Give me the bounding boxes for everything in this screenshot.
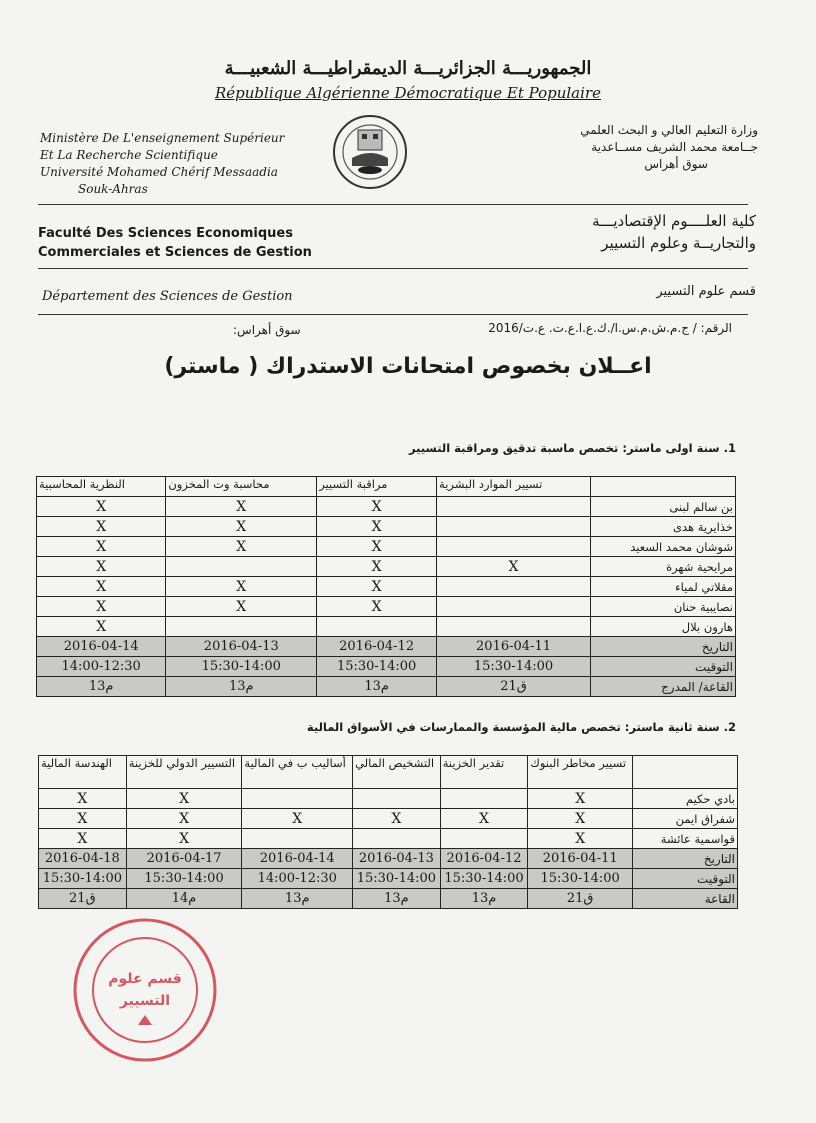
mark-cell (437, 497, 591, 517)
header-row (39, 756, 738, 789)
republic-title-fr: République Algérienne Démocratique Et Populaire (215, 84, 601, 102)
info-label: التاريخ (591, 637, 736, 657)
university-logo-icon (330, 108, 410, 198)
info-value: م13 (37, 677, 166, 697)
ministry-line: وزارة التعليم العالي و البحث العلمي (580, 123, 758, 137)
section-number: 2. (723, 720, 736, 734)
mark-cell: X (317, 557, 437, 577)
info-value: 2016-04-12 (440, 849, 528, 869)
mark-cell (437, 617, 591, 637)
mark-cell (353, 829, 441, 849)
faculty-ar (592, 210, 756, 254)
exam-table-year2 (38, 755, 738, 909)
info-value: 15:30-14:00 (440, 869, 528, 889)
mark-cell: X (37, 497, 166, 517)
info-value: 2016-04-13 (166, 637, 317, 657)
faculty-line: كلية العلــــوم الإقتصاديـــة (592, 212, 756, 230)
mark-cell: X (317, 537, 437, 557)
city-line: Souk-Ahras (78, 182, 148, 196)
info-value: ق21 (528, 889, 633, 909)
ministry-line: Ministère De L'enseignement Supérieur (40, 131, 285, 145)
info-value: ق21 (39, 889, 127, 909)
column-header: تسيير الموارد البشرية (437, 477, 591, 497)
column-header: تقدير الخزينة (440, 756, 528, 789)
info-label: التوقيت (633, 869, 738, 889)
republic-title-ar: الجمهوريـــة الجزائريـــة الديمقراطيـــة الشعبيـــة (224, 58, 592, 79)
info-label: التاريخ (633, 849, 738, 869)
mark-cell (437, 577, 591, 597)
info-value: 2016-04-11 (437, 637, 591, 657)
exam-table-year1 (36, 476, 736, 697)
section-1-heading (409, 441, 736, 455)
info-row (37, 637, 736, 657)
department-stamp (70, 915, 220, 1065)
info-value: م13 (166, 677, 317, 697)
info-value: 15:30-14:00 (353, 869, 441, 889)
table-row (37, 517, 736, 537)
info-label: التوقيت (591, 657, 736, 677)
ministry-block-fr (40, 130, 284, 198)
column-header: التشخيص المالي (353, 756, 441, 789)
info-row (39, 889, 738, 909)
mark-cell: X (166, 577, 317, 597)
place-label: سوق أهراس: (233, 323, 301, 337)
student-name: شوشان محمد السعيد (591, 537, 736, 557)
info-value: م13 (317, 677, 437, 697)
section-2-heading (307, 720, 736, 734)
table-row (39, 789, 738, 809)
faculty-fr (38, 224, 312, 262)
info-value: 15:30-14:00 (317, 657, 437, 677)
divider (38, 268, 748, 269)
student-name: شفراق ايمن (633, 809, 738, 829)
university-line: جــامعة محمد الشريف مســاعدية (591, 140, 758, 154)
column-header: الهندسة المالية (39, 756, 127, 789)
mark-cell (317, 617, 437, 637)
mark-cell: X (126, 809, 242, 829)
mark-cell: X (317, 577, 437, 597)
info-value: 15:30-14:00 (528, 869, 633, 889)
student-name: نصايبية حنان (591, 597, 736, 617)
reference-number: الرقم: / ج.م.ش.م.س.ا/.ك.ع.ا.ع.ت. ع.ت/2016 (488, 321, 732, 335)
mark-cell: X (37, 577, 166, 597)
mark-cell (242, 789, 353, 809)
table-row (37, 597, 736, 617)
info-value: 2016-04-12 (317, 637, 437, 657)
section-title: سنة اولى ماستر: تخصص ماسبة تدقيق ومراقبة التسيير (408, 441, 720, 455)
table-row (37, 497, 736, 517)
info-row (37, 657, 736, 677)
mark-cell: X (126, 829, 242, 849)
student-name: مرايحية شهرة (591, 557, 736, 577)
info-value: 2016-04-11 (528, 849, 633, 869)
mark-cell: X (317, 497, 437, 517)
department-fr: Département des Sciences de Gestion (42, 289, 293, 304)
mark-cell: X (317, 597, 437, 617)
info-value: م13 (242, 889, 353, 909)
mark-cell: X (166, 497, 317, 517)
mark-cell (166, 617, 317, 637)
info-value: م13 (353, 889, 441, 909)
column-header: مراقبة التسيير (317, 477, 437, 497)
mark-cell: X (166, 597, 317, 617)
info-value: 14:00-12:30 (37, 657, 166, 677)
header-row (37, 477, 736, 497)
table-row (37, 617, 736, 637)
table-row (37, 577, 736, 597)
section-title: سنة ثانية ماستر: تخصص مالية المؤسسة والممارسات في الأسواق المالية (306, 720, 720, 734)
table-row (39, 809, 738, 829)
table-row (37, 557, 736, 577)
mark-cell: X (166, 517, 317, 537)
svg-text:قسم علوم: قسم علوم (108, 971, 182, 987)
mark-cell (437, 537, 591, 557)
info-value: 15:30-14:00 (166, 657, 317, 677)
info-value: 2016-04-17 (126, 849, 242, 869)
info-value: 2016-04-14 (242, 849, 353, 869)
mark-cell (437, 597, 591, 617)
mark-cell (440, 789, 528, 809)
faculty-line: والتجاريــة وعلوم التسيير (601, 234, 756, 252)
info-value: 15:30-14:00 (437, 657, 591, 677)
mark-cell: X (242, 809, 353, 829)
info-value: 15:30-14:00 (39, 869, 127, 889)
city-line: سوق أهراس (644, 157, 708, 171)
mark-cell (166, 557, 317, 577)
mark-cell: X (39, 829, 127, 849)
info-value: 2016-04-18 (39, 849, 127, 869)
student-name: مقلاتي لمياء (591, 577, 736, 597)
info-label: القاعة/ المدرج (591, 677, 736, 697)
mark-cell: X (37, 617, 166, 637)
mark-cell: X (126, 789, 242, 809)
column-header: أساليب ب في المالية (242, 756, 353, 789)
mark-cell (242, 829, 353, 849)
column-header: تسيير مخاطر البنوك (528, 756, 633, 789)
mark-cell: X (528, 789, 633, 809)
table-row (39, 829, 738, 849)
faculty-line: Commerciales et Sciences de Gestion (38, 245, 312, 260)
mark-cell: X (37, 537, 166, 557)
mark-cell: X (528, 809, 633, 829)
divider (38, 204, 748, 205)
divider (38, 314, 748, 315)
university-line: Université Mohamed Chérif Messaadia (40, 165, 278, 179)
mark-cell (437, 517, 591, 537)
mark-cell: X (37, 557, 166, 577)
mark-cell (353, 789, 441, 809)
mark-cell: X (39, 789, 127, 809)
mark-cell: X (37, 597, 166, 617)
info-label: القاعة (633, 889, 738, 909)
page-title: اعــلان بخصوص امتحانات الاستدراك ( ماستر) (164, 354, 652, 379)
mark-cell: X (353, 809, 441, 829)
column-header: النظرية المحاسبية (37, 477, 166, 497)
student-name: بادي حكيم (633, 789, 738, 809)
info-value: ق21 (437, 677, 591, 697)
mark-cell (440, 829, 528, 849)
info-row (39, 849, 738, 869)
ministry-line: Et La Recherche Scientifique (40, 148, 218, 162)
mark-cell: X (528, 829, 633, 849)
info-value: 2016-04-13 (353, 849, 441, 869)
ministry-block-ar (580, 122, 758, 173)
student-name: بن سالم لبنى (591, 497, 736, 517)
mark-cell: X (440, 809, 528, 829)
student-name: خذايرية هدى (591, 517, 736, 537)
student-name: قواسمية عائشة (633, 829, 738, 849)
column-header: التسيير الدولي للخزينة (126, 756, 242, 789)
info-value: 15:30-14:00 (126, 869, 242, 889)
mark-cell: X (437, 557, 591, 577)
section-number: 1. (723, 441, 736, 455)
info-value: م13 (440, 889, 528, 909)
corner-cell (591, 477, 736, 497)
corner-cell (633, 756, 738, 789)
mark-cell: X (317, 517, 437, 537)
info-value: 2016-04-14 (37, 637, 166, 657)
student-name: هارون بلال (591, 617, 736, 637)
table-row (37, 537, 736, 557)
mark-cell: X (37, 517, 166, 537)
mark-cell: X (166, 537, 317, 557)
faculty-line: Faculté Des Sciences Economiques (38, 226, 293, 241)
department-ar: قسم علوم التسيير (656, 284, 756, 299)
mark-cell: X (39, 809, 127, 829)
svg-text:التسيير: التسيير (119, 993, 171, 1009)
info-value: م14 (126, 889, 242, 909)
column-header: محاسبة وت المخزون (166, 477, 317, 497)
info-row (39, 869, 738, 889)
info-value: 14:00-12:30 (242, 869, 353, 889)
info-row (37, 677, 736, 697)
